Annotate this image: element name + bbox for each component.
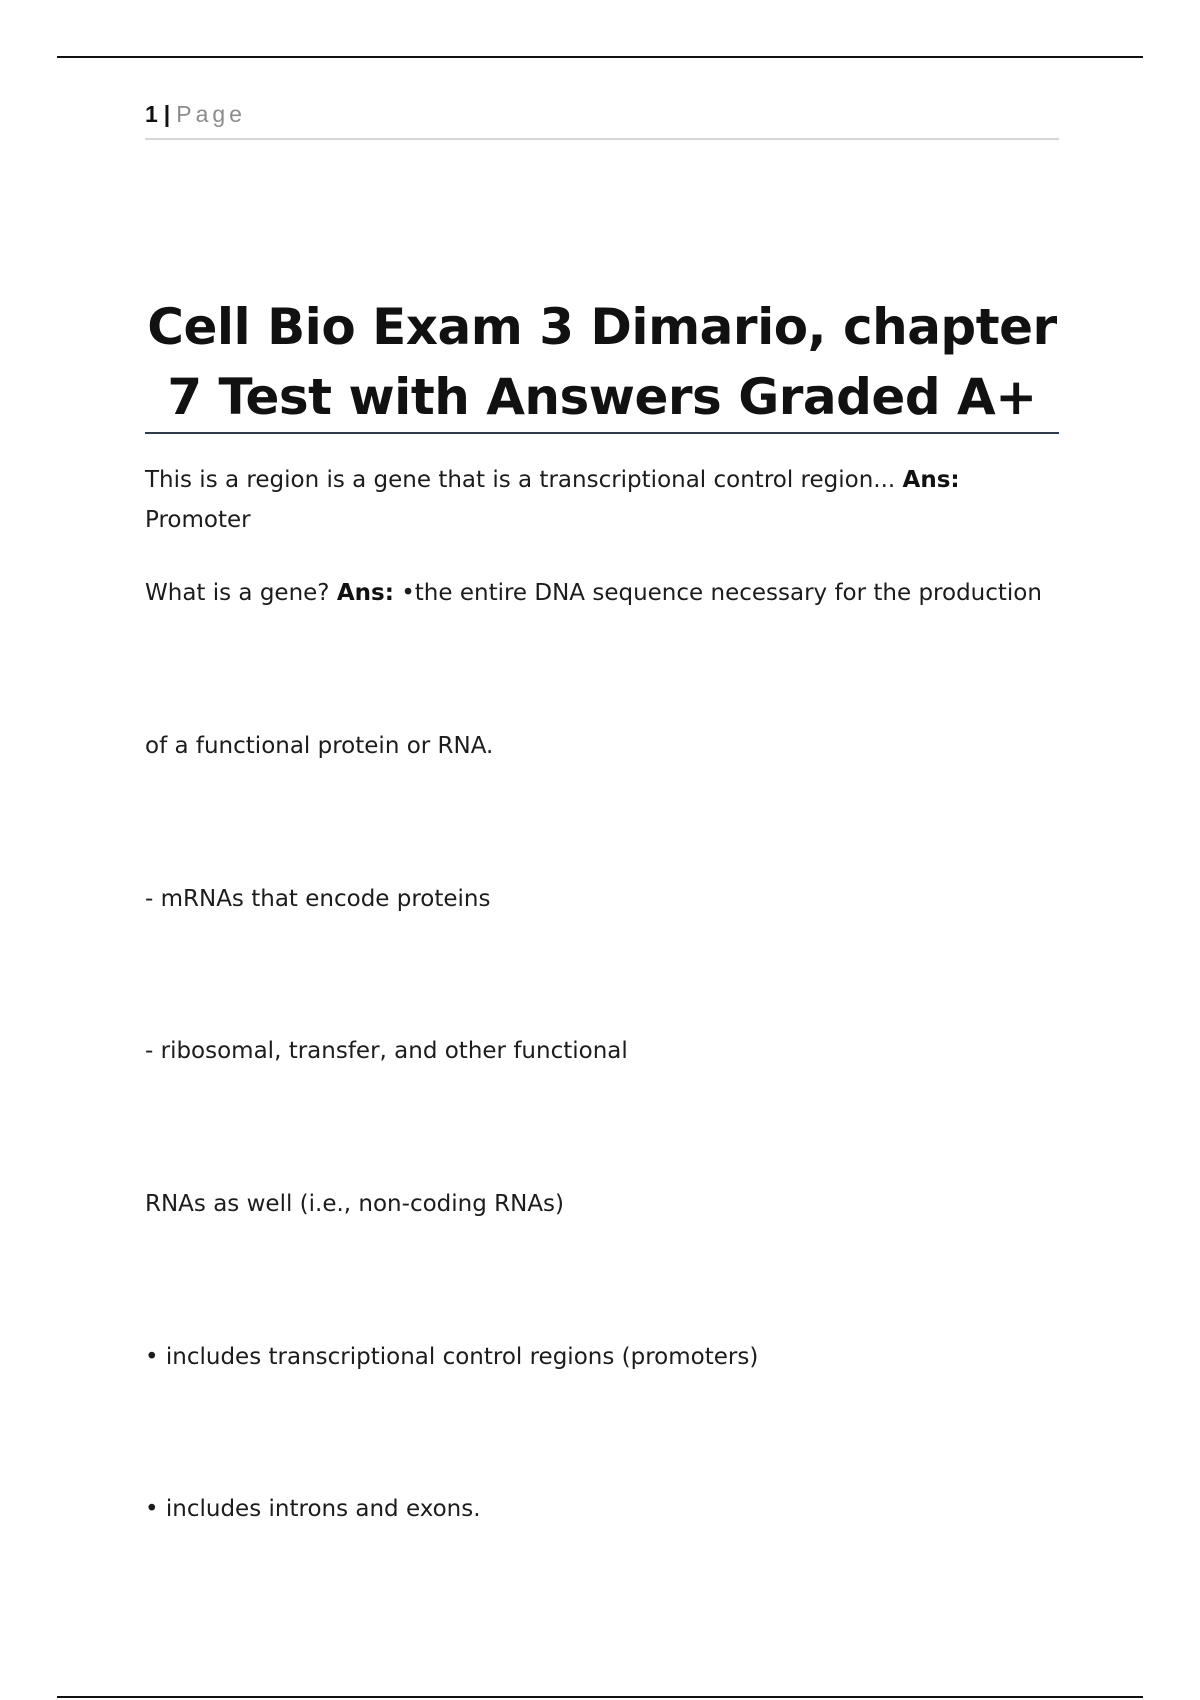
top-rule [57,56,1143,58]
qa-item-1 [145,460,1059,540]
answer-line: of a functional protein or RNA. [145,733,494,759]
answer-text: •the entire DNA sequence necessary for the production [401,580,1042,606]
document-title: Cell Bio Exam 3 Dimario, chapter 7 Test with Answers Graded A+ [145,292,1059,434]
answer-line: - mRNAs that encode proteins [145,886,491,912]
answer-text: Promoter [145,507,251,533]
ans-label: Ans: [336,580,394,606]
page-separator: | [163,101,171,127]
answer-line: - ribosomal, transfer, and other functional [145,1038,628,1064]
answer-line: RNAs as well (i.e., non-coding RNAs) [145,1191,565,1217]
page-number: 1 [145,101,158,127]
question-text: What is a gene? [145,580,330,606]
ans-label: Ans: [902,467,960,493]
page-label: Page [176,101,246,127]
answer-line: • includes introns and exons. [145,1496,481,1522]
answer-line: • includes transcriptional control regions (promoters) [145,1344,759,1370]
bottom-rule [57,1696,1143,1698]
qa-item-2 [145,573,1059,613]
question-text: This is a region is a gene that is a transcriptional control region... [145,467,896,493]
page-header [145,98,1059,140]
